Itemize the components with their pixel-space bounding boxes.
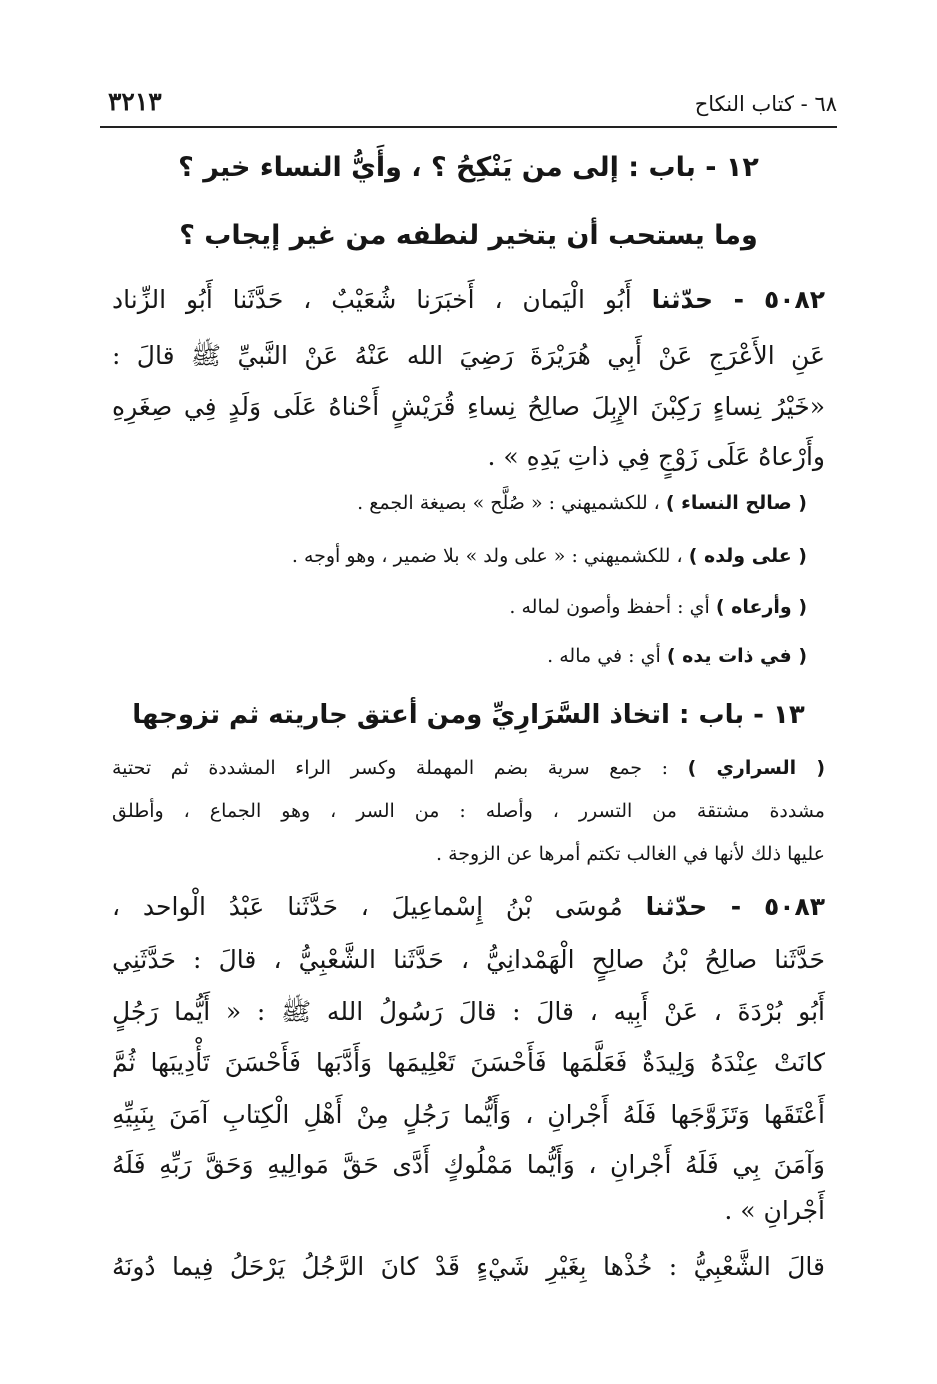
hadith-5083-line-1 [112,892,825,921]
hadith-opening: - حدّثنا [645,892,742,921]
note-text: : جمع سرية بضم المهملة وكسر الراء المشددة ثم تحتية [112,757,669,779]
note-term: ( وأرعاه ) [715,596,807,618]
page-number: ٣٢١٣ [108,87,162,116]
note-text: ، للكشميهني : « صُلَّح » بصيغة الجمع . [357,492,660,514]
note-line [509,596,807,618]
note-term: ( صالح النساء ) [665,492,807,514]
note-line [357,492,807,514]
running-chapter-title: ٦٨ - كتاب النكاح [694,92,837,116]
hadith-5082-line-3: «خَيْرُ نِساءٍ رَكِبْنَ الإِبِلَ صالِحُ نِساءِ قُرَيْشٍ أَحْناهُ عَلَى وَلَدٍ فِي صِغَرِهِ [112,392,825,421]
hadith-5083-line-3: أَبُو بُرْدَةَ ، عَنْ أَبِيه ، قالَ : قالَ رَسُولُ الله ﷺ : « أَيُّما رَجُلٍ [112,997,825,1026]
hadith-5083-line-2: حَدَّثَنا صالِحُ بْنُ صالِحٍ الْهَمْدانِيُّ ، حَدَّثَنا الشَّعْبِيُّ ، قالَ : حَدَّثَنِي [112,945,825,974]
hadith-5083-line-4: كانَتْ عِنْدَهُ وَلِيدَةٌ فَعَلَّمَها فَأَحْسَنَ تَعْلِيمَها وَأَدَّبَها فَأَحْسَنَ تَأْدِيبَها ثُمَّ [112,1048,825,1077]
hadith-5083-line-8: قالَ الشَّعْبِيُّ : خُذْها بِغَيْرِ شَيْءٍ قَدْ كانَ الرَّجُلُ يَرْحَلُ فِيما دُونَهُ [112,1252,825,1281]
hadith-5083-line-7: أَجْرانِ » . [724,1196,825,1225]
hadith-5083-line-5: أَعْتَقَها وَتَزَوَّجَها فَلَهُ أَجْرانِ ، وَأَيُّما رَجُلٍ مِنْ أَهْلِ الْكِتابِ آمَنَ بِنَبِيِّهِ [112,1100,825,1129]
hadith-5083-line-6: وَآمَنَ بِي فَلَهُ أَجْرانِ ، وَأَيُّما مَمْلُوكٍ أَدَّى حَقَّ مَوالِيهِ وَحَقَّ رَبِّهِ فَلَهُ [112,1150,825,1179]
hadith-number: ٥٠٨٢ [763,285,825,314]
note-text: أي : أحفظ وأصون لماله . [509,596,710,618]
page-header [100,76,837,128]
chapter-12-title-line-1: ١٢ - باب : إلى من يَنْكِحُ ؟ ، وأَيُّ النساء خير ؟ [178,152,759,183]
chapter-12-title-line-2: وما يستحب أن يتخير لنطفه من غير إيجاب ؟ [179,220,758,251]
hadith-5082-line-1 [112,285,825,314]
sarari-note-line-3: عليها ذلك لأنها في الغالب تكتم أمرها عن الزوجة . [436,843,825,865]
hadith-opening: - حدّثنا [651,285,745,314]
chapter-13-title: ١٣ - باب : اتخاذ السَّرَارِيِّ ومن أعتق جاريته ثم تزوجها [132,700,805,730]
note-term: ( على ولده ) [688,545,807,567]
hadith-number: ٥٠٨٣ [763,892,825,921]
sarari-note-line-2: مشددة مشتقة من التسرر ، وأصله : من السر ، وهو الجماع ، وأطلق [112,800,825,822]
note-term: ( في ذات يده ) [666,645,807,667]
sarari-note-line-1 [112,757,825,779]
hadith-text: مُوسَى بْنُ إِسْماعِيلَ ، حَدَّثَنا عَبْدُ الْواحد ، [112,892,623,921]
note-text: أي : في ماله . [547,645,661,667]
hadith-text: أَبُو الْيَمان ، أَخبَرَنا شُعَيْبٌ ، حَدَّثَنا أَبُو الزِّناد [112,285,632,314]
note-line [292,545,807,567]
note-text: ، للكشميهني : « على ولد » بلا ضمير ، وهو أوجه . [291,545,683,567]
hadith-5082-line-2: عَنِ الأَعْرَجِ عَنْ أَبِي هُرَيْرَةَ رَضِيَ الله عَنْهُ عَنْ النَّبيِّ ﷺ قالَ : [112,341,825,370]
note-line [547,645,807,667]
hadith-5082-line-4: وأَرْعاهُ عَلَى زَوْجٍ فِي ذاتِ يَدِهِ » . [487,442,825,471]
note-term: ( السراري ) [687,757,825,779]
